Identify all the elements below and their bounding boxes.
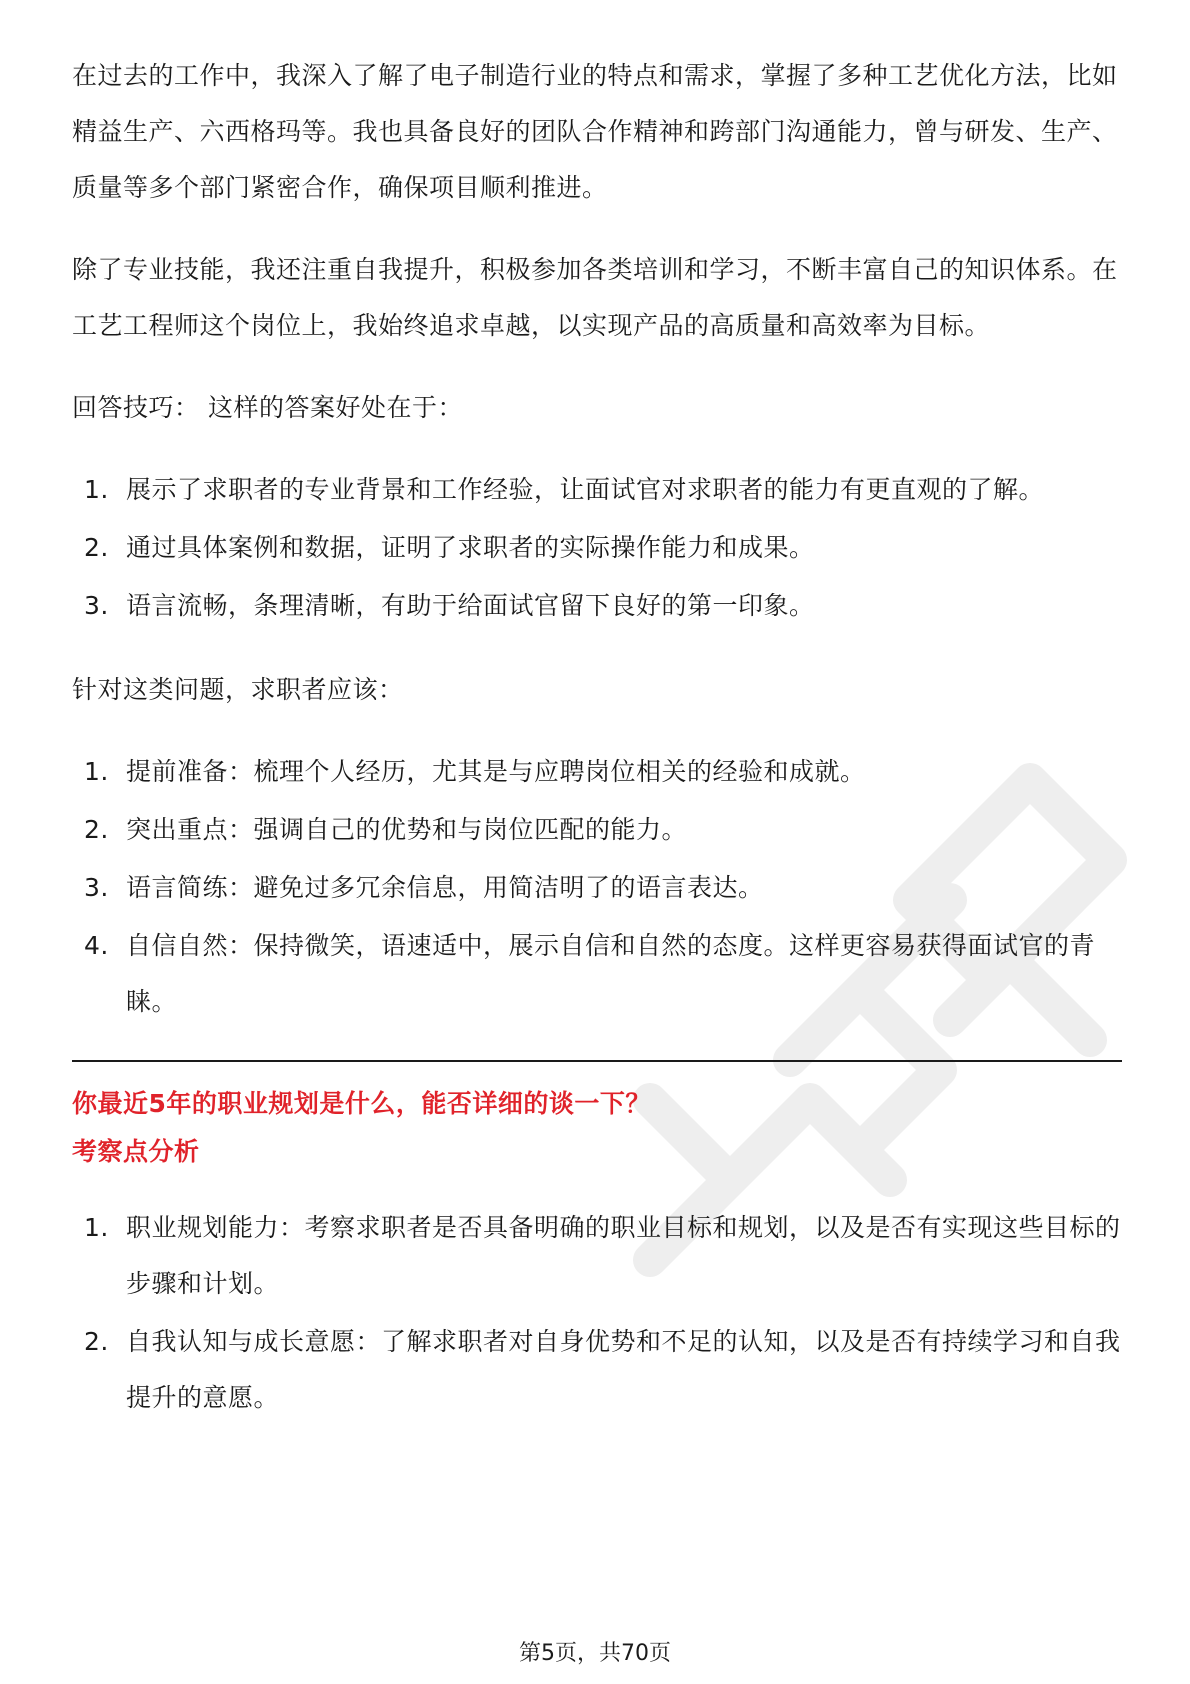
- list-number: 2.: [84, 815, 109, 844]
- list-item: [72, 462, 1122, 518]
- tips-heading: 回答技巧： 这样的答案好处在于：: [72, 393, 463, 422]
- list-item: [72, 1200, 1122, 1312]
- list-text: 提前准备：梳理个人经历，尤其是与应聘岗位相关的经验和成就。: [126, 757, 866, 786]
- list-number: 1.: [84, 1213, 109, 1242]
- paragraph-self-improvement: 除了专业技能，我还注重自我提升，积极参加各类培训和学习，不断丰富自己的知识体系。在工艺工程师这个岗位上，我始终追求卓越，以实现产品的高质量和高效率为目标。: [72, 255, 1118, 340]
- list-number: 3.: [84, 873, 109, 902]
- list-item: [72, 578, 1122, 634]
- list-item: [72, 802, 1122, 858]
- list-number: 1.: [84, 757, 109, 786]
- question-title: 你最近5年的职业规划是什么，能否详细的谈一下？: [72, 1089, 651, 1118]
- tips-list: [72, 462, 1122, 634]
- paragraph-experience: 在过去的工作中，我深入了解了电子制造行业的特点和需求，掌握了多种工艺优化方法，比如精益生产、六西格玛等。我也具备良好的团队合作精神和跨部门沟通能力，曾与研发、生产、质量等多个部门紧密合作，确保项目顺利推进。: [72, 61, 1118, 202]
- list-text: 职业规划能力：考察求职者是否具备明确的职业目标和规划，以及是否有实现这些目标的步骤和计划。: [126, 1213, 1121, 1298]
- list-text: 突出重点：强调自己的优势和与岗位匹配的能力。: [126, 815, 688, 844]
- advice-list: [72, 744, 1122, 1030]
- advice-heading: 针对这类问题，求职者应该：: [72, 675, 404, 704]
- list-text: 通过具体案例和数据，证明了求职者的实际操作能力和成果。: [126, 533, 815, 562]
- list-item: [72, 1314, 1122, 1426]
- list-text: 语言流畅，条理清晰，有助于给面试官留下良好的第一印象。: [126, 591, 815, 620]
- list-text: 自我认知与成长意愿：了解求职者对自身优势和不足的认知，以及是否有持续学习和自我提升的意愿。: [126, 1327, 1121, 1412]
- list-number: 3.: [84, 591, 109, 620]
- list-number: 1.: [84, 475, 109, 504]
- list-text: 自信自然：保持微笑，语速适中，展示自信和自然的态度。这样更容易获得面试官的青睐。: [126, 931, 1096, 1016]
- list-number: 4.: [84, 931, 109, 960]
- list-item: [72, 744, 1122, 800]
- list-text: 展示了求职者的专业背景和工作经验，让面试官对求职者的能力有更直观的了解。: [126, 475, 1045, 504]
- list-number: 2.: [84, 533, 109, 562]
- analysis-list: [72, 1200, 1122, 1426]
- list-item: [72, 520, 1122, 576]
- section-divider: [72, 1060, 1122, 1062]
- page-footer: 第5页，共70页: [519, 1641, 671, 1666]
- list-item: [72, 860, 1122, 916]
- page-content: [72, 48, 1122, 1454]
- list-number: 2.: [84, 1327, 109, 1356]
- list-text: 语言简练：避免过多冗余信息，用简洁明了的语言表达。: [126, 873, 764, 902]
- list-item: [72, 918, 1122, 1030]
- analysis-subtitle: 考察点分析: [72, 1137, 200, 1166]
